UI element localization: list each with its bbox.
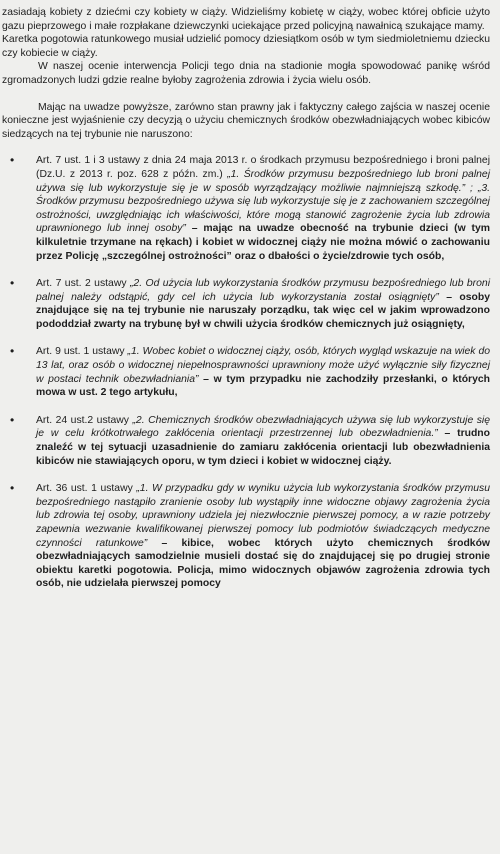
bullet-icon: • xyxy=(10,344,15,359)
paragraph-4: Mając na uwadze powyższe, zarówno stan prawny jak i faktyczny całego zajścia w naszej ocenie konieczne jest wyjaśnienie czy decyzją o użyciu chemicznych środków obezwładniających wobec kibiców siedzących na tej trybunie nie naruszono: xyxy=(2,101,490,140)
legal-points-list xyxy=(2,154,490,591)
article-comment: – kibice, wobec których użyto chemicznych środków obezwładniających samodzielnie musieli dostać się do znajdującej się po drugiej stronie obiektu karetki pogotowia. Policja, mimo widocznych objawów zagrożenia zdrowia tych osób, nie udzielała pierwszej pomocy xyxy=(36,537,490,590)
article-quote: „2. Chemicznych środków obezwładniających używa się lub wykorzystuje się je w celu krótkotrwałego zakłócenia orientacji przestrzennej lub obezwładnienia.” xyxy=(36,414,490,440)
list-item xyxy=(10,412,490,468)
article-comment: – osoby znajdujące się na tej trybunie nie naruszały porządku, tak więc cel w jakim wprowadzono pododdział zwarty na trybunę był w chwili użycia środków chemicznych już osiągnięty, xyxy=(36,291,490,330)
article-quote: „1. W przypadku gdy w wyniku użycia lub wykorzystania środków przymusu bezpośredniego nastąpiło zranienie osoby lub wystąpiły inne widoczne objawy zagrożenia życia lub zdrowia tej osoby, uprawniony udziela jej niezwłocznie pierwszej pomocy, a w razie potrzeby zapewnia wezwanie kwalifikowanej pierwszej pomocy lub podmiotów świadczących medyczne czynności ratunkowe” xyxy=(36,483,490,549)
article-reference: Art. 24 ust.2 ustawy xyxy=(36,414,133,426)
article-quote: „2. Od użycia lub wykorzystania środków przymusu bezpośredniego lub broni palnej należy odstąpić, gdy cel ich użycia lub wykorzystania został osiągnięty” xyxy=(36,278,490,303)
article-quote: „1. Środków przymusu bezpośredniego lub broni palnej używa się lub wykorzystuje się je w sposób wyrządzający możliwie najmniejszą szkodę.” ; „3. Środków przymusu bezpośredniego używa się lub wykorzystuje się je z zachowaniem szczególnej ostrożności, uwzględniając ich właściwości, które mogą stanowić zagrożenie życia lub zdrowia uprawnionego lub innej osoby” xyxy=(36,168,491,235)
article-comment: – trudno znaleźć w tej sytuacji uzasadnienie do zamiaru zakłócenia orientacji lub obezwładnienia kibiców nie stawiających oporu, w tym dzieci i kobiet w widocznej ciąży. xyxy=(36,428,490,467)
article-quote: „1. Wobec kobiet o widocznej ciąży, osób, których wygląd wskazuje na wiek do 13 lat, oraz osób o widocznej niepełnosprawności uprawniony może użyć wyłącznie siły fizycznej w postaci technik obezwładniania” xyxy=(36,346,491,385)
bullet-icon: • xyxy=(10,276,15,291)
spacer xyxy=(2,141,490,154)
spacer xyxy=(2,88,490,101)
list-item xyxy=(10,344,491,399)
article-reference: Art. 9 ust. 1 ustawy xyxy=(36,346,128,358)
article-reference: Art. 7 ust. 2 ustawy xyxy=(36,278,130,290)
bullet-icon: • xyxy=(10,153,15,168)
list-item xyxy=(10,481,490,591)
paragraph-2: Karetka pogotowia ratunkowego musiał udzielić pomocy dziesiątkom osób w tym siedmioletniemu dziecku czy kobiecie w ciąży. xyxy=(2,34,490,59)
article-comment: – mając na uwadze obecność na trybunie dzieci (w tym kilkuletnie trzymane na rękach) i kobiet w widocznej ciąży nie można mówić o zachowaniu przez Policję „szczególnej ostrożności” oraz o dbałości o życie/zdrowie tych osób, xyxy=(36,223,491,262)
paragraph-1: zasiadają kobiety z dziećmi czy kobiety w ciąży. Widzieliśmy kobietę w ciąży, wobec której obficie użyto gazu pieprzowego i małe rozpłakane dziewczynki uciekające przed policyjną nawałnicą szukające mamy. xyxy=(2,7,490,32)
article-reference: Art. 7 ust. 1 i 3 ustawy z dnia 24 maja 2013 r. o środkach przymusu bezpośredniego i broni palnej (Dz.U. z 2013 r. poz. 628 z późn. zm.) xyxy=(36,155,490,180)
list-item xyxy=(10,153,491,263)
article-comment: – w tym przypadku nie zachodziły przesłanki, o których mowa w ust. 2 tego artykułu, xyxy=(36,373,490,399)
article-reference: Art. 36 ust. 1 ustawy xyxy=(36,483,137,495)
list-item xyxy=(10,276,490,331)
bullet-icon: • xyxy=(10,481,15,496)
bullet-icon: • xyxy=(10,412,15,427)
paragraph-3: W naszej ocenie interwencja Policji tego dnia na stadionie mogła spowodować panikę wśród zgromadzonych ludzi gdzie realne byłoby zagrożenia zdrowia i życia wielu osób. xyxy=(2,61,490,86)
